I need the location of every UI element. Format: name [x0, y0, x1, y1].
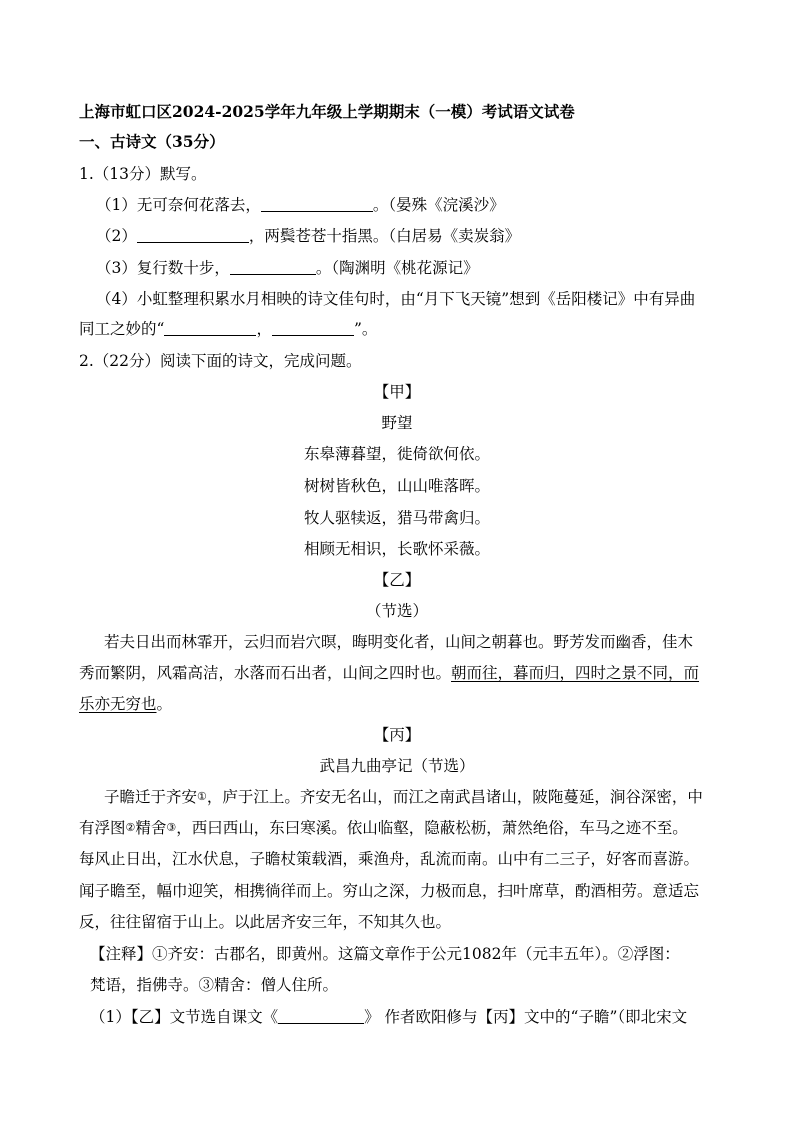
exam-title: 上海市虹口区2024-2025学年九年级上学期期末（一模）考试语文试卷	[79, 102, 575, 121]
annotation: 梵语，指佛寺。③精舍：僧人住所。	[90, 976, 339, 994]
footnote-marker: ②	[125, 821, 136, 834]
prose-line: 秀而繁阴，风霜高洁，水落而石出者，山间之四时也。朝而往，暮而归，四时之景不同，而	[79, 664, 700, 682]
answer-blank[interactable]	[261, 196, 373, 212]
poem-line: 东皋薄暮望，徙倚欲何依。	[303, 445, 490, 463]
q1-item-4-cont: 同工之妙的“ ， ”。	[79, 320, 378, 338]
q1-item-1: （1）无可奈何花落去， 。（晏殊《浣溪沙》	[96, 196, 505, 214]
prose-line: 闻子瞻至，幅巾迎笑，相携徜徉而上。穷山之深，力极而息，扫叶席草，酌酒相劳。意适忘	[79, 882, 700, 900]
prose-line: 乐亦无穷也。	[79, 695, 173, 713]
answer-blank[interactable]	[230, 259, 316, 275]
footnote-marker: ①	[197, 790, 207, 803]
question-2-stem: 2.（22分）阅读下面的诗文，完成问题。	[79, 352, 362, 370]
underlined-sentence: 朝而往，暮而归，四时之景不同，而	[451, 664, 700, 682]
annotation: 【注释】①齐安：古郡名，即黄州。这篇文章作于公元1082年（元丰五年）。②浮图：	[90, 945, 680, 963]
text-label-bing: 【丙】	[373, 726, 421, 744]
q1-item-4: （4）小虹整理积累水月相映的诗文佳句时，由“月下飞天镜”想到《岳阳楼记》中有异曲	[96, 290, 696, 308]
text-label-jia: 【甲】	[373, 383, 421, 401]
poem-line: 牧人驱犊返，猎马带禽归。	[303, 509, 490, 527]
sub-question-1: （1）【乙】文节选自课文《 》 作者欧阳修与【丙】文中的“子瞻”（即北宋文	[90, 1008, 688, 1026]
question-1-stem: 1.（13分）默写。	[79, 165, 207, 183]
prose-line: 每风止日出，江水伏息，子瞻杖策载酒，乘渔舟，乱流而南。山中有二三子，好客而喜游。	[79, 850, 700, 868]
prose-line: 子瞻迁于齐安①，庐于江上。齐安无名山，而江之南武昌诸山，陂陁蔓延，涧谷深密，中	[104, 788, 703, 806]
poem-line: 相顾无相识，长歌怀采薇。	[303, 540, 490, 558]
prose-title: 武昌九曲亭记（节选）	[319, 757, 475, 775]
underlined-sentence: 乐亦无穷也	[79, 695, 157, 713]
section-heading: 一、古诗文（35分）	[79, 132, 225, 151]
prose-line: 反，往往留宿于山上。以此居齐安三年，不知其久也。	[79, 913, 452, 931]
poem-title: 野望	[381, 414, 413, 432]
poem-line: 树树皆秋色，山山唯落晖。	[303, 477, 490, 495]
answer-blank[interactable]	[272, 320, 354, 336]
excerpt-note: （节选）	[365, 602, 428, 620]
q1-item-3: （3）复行数十步， 。（陶渊明《桃花源记》	[96, 259, 479, 277]
answer-blank[interactable]	[278, 1008, 364, 1024]
q1-item-2: （2） ，两鬓苍苍十指黑。（白居易《卖炭翁》	[96, 227, 521, 245]
prose-line: 若夫日出而林霏开，云归而岩穴暝，晦明变化者，山间之朝暮也。野芳发而幽香，佳木	[104, 633, 694, 651]
prose-line: 有浮图②精舍③，西曰西山，东曰寒溪。依山临壑，隐蔽松枥，萧然绝俗，车马之迹不至。	[79, 819, 688, 837]
text-label-yi: 【乙】	[373, 571, 421, 589]
footnote-marker: ③	[166, 821, 177, 834]
answer-blank[interactable]	[164, 320, 256, 336]
answer-blank[interactable]	[137, 227, 249, 243]
